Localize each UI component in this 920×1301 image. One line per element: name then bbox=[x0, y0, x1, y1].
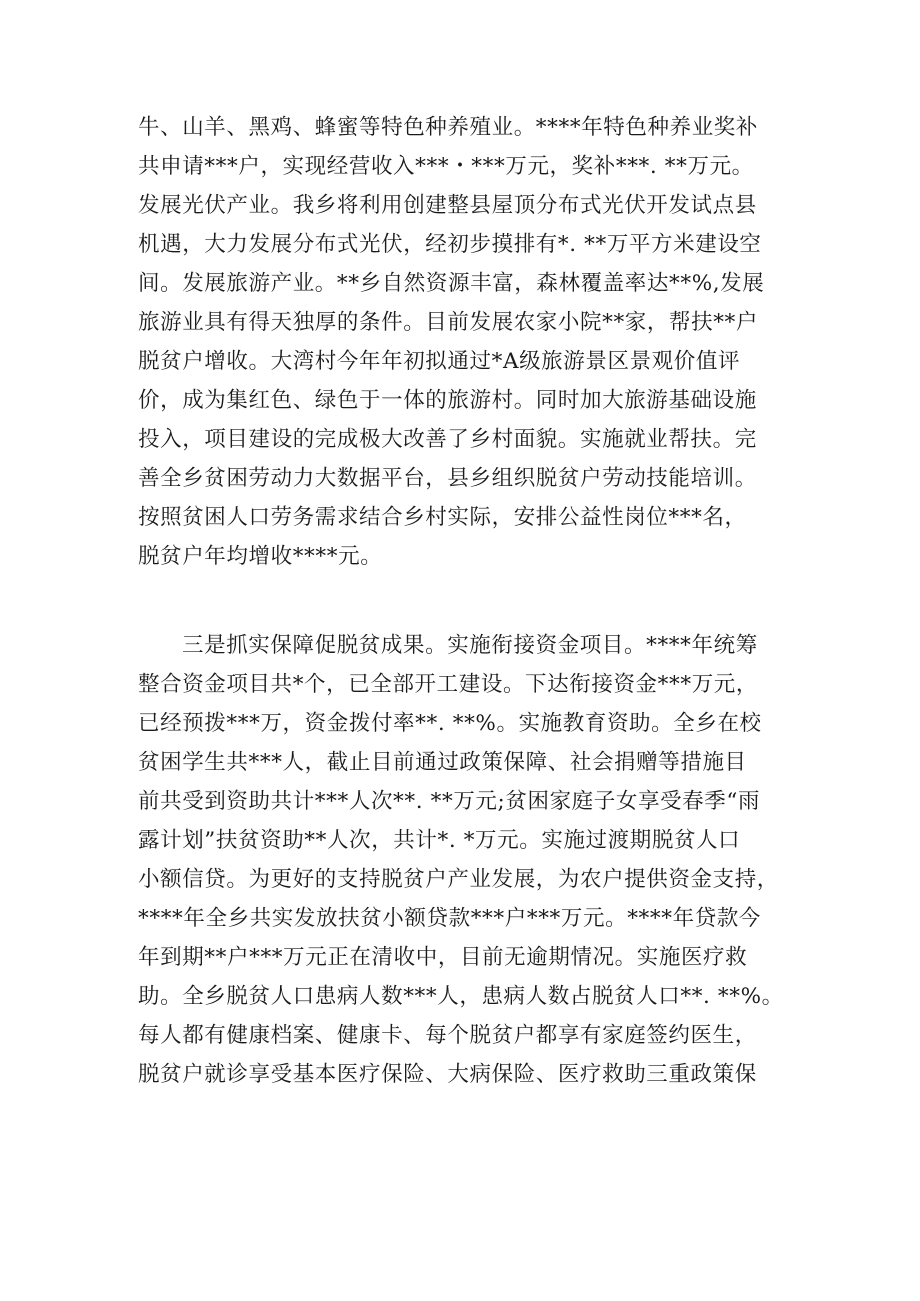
paragraph-industry-development bbox=[138, 108, 798, 576]
text-line-first: 三是抓实保障促脱贫成果。实施衔接资金项目。****年统筹 bbox=[182, 633, 758, 658]
text-line: 机遇，大力发展分布式光伏，经初步摸排有*. **万平方米建设空 bbox=[138, 232, 762, 257]
text-line: 小额信贷。为更好的支持脱贫户产业发展，为农户提供资金支持， bbox=[138, 867, 779, 892]
text-line: ****年全乡共实发放扶贫小额贷款***户***万元。****年贷款今 bbox=[138, 906, 762, 931]
text-line: 发展光伏产业。我乡将利用创建整县屋顶分布式光伏开发试点县 bbox=[138, 193, 757, 218]
text-line: 价，成为集红色、绿色于一体的旅游村。同时加大旅游基础设施 bbox=[138, 388, 757, 413]
text-line: 善全乡贫困劳动力大数据平台，县乡组织脱贫户劳动技能培训。 bbox=[138, 466, 757, 491]
text-line: 脱贫户增收。大湾村今年年初拟通过*A级旅游景区景观价值评 bbox=[138, 349, 741, 374]
text-line: 共申请***户，实现经营收入***・***万元，奖补***. **万元。 bbox=[138, 154, 754, 179]
text-line: 按照贫困人口劳务需求结合乡村实际，安排公益性岗位***名， bbox=[138, 505, 747, 530]
text-line: 每人都有健康档案、健康卡、每个脱贫户都享有家庭签约医生， bbox=[138, 1023, 757, 1048]
text-line: 已经预拨***万，资金拨付率**. **%。实施教育资助。全乡在校 bbox=[138, 711, 762, 736]
text-line: 脱贫户年均增收****元。 bbox=[138, 544, 383, 569]
text-line: 助。全乡脱贫人口患病人数***人，患病人数占脱贫人口**. **%。 bbox=[138, 984, 784, 1009]
text-line: 年到期**户***万元正在清收中，目前无逾期情况。实施医疗救 bbox=[138, 945, 748, 970]
paragraph-security-guarantee bbox=[138, 626, 798, 1094]
text-line: 前共受到资助共计***人次**. **万元;贫困家庭子女享受春季“雨 bbox=[138, 789, 761, 814]
text-line: 脱贫户就诊享受基本医疗保险、大病保险、医疗救助三重政策保 bbox=[138, 1062, 757, 1087]
text-line: 整合资金项目共*个，已全部开工建设。下达衔接资金***万元， bbox=[138, 672, 759, 697]
text-line: 投入，项目建设的完成极大改善了乡村面貌。实施就业帮扶。完 bbox=[138, 427, 757, 452]
text-line: 间。发展旅游产业。**乡自然资源丰富，森林覆盖率达**%,发展 bbox=[138, 271, 765, 296]
text-line: 贫困学生共***人，截止目前通过政策保障、社会捐赠等措施目 bbox=[138, 750, 747, 775]
text-line: 牛、山羊、黑鸡、蜂蜜等特色种养殖业。****年特色种养业奖补 bbox=[138, 115, 759, 140]
text-line: 露计划”扶贫资助**人次，共计*. *万元。实施过渡期脱贫人口 bbox=[138, 828, 741, 853]
text-line: 旅游业具有得天独厚的条件。目前发展农家小院**家，帮扶**户 bbox=[138, 310, 759, 335]
